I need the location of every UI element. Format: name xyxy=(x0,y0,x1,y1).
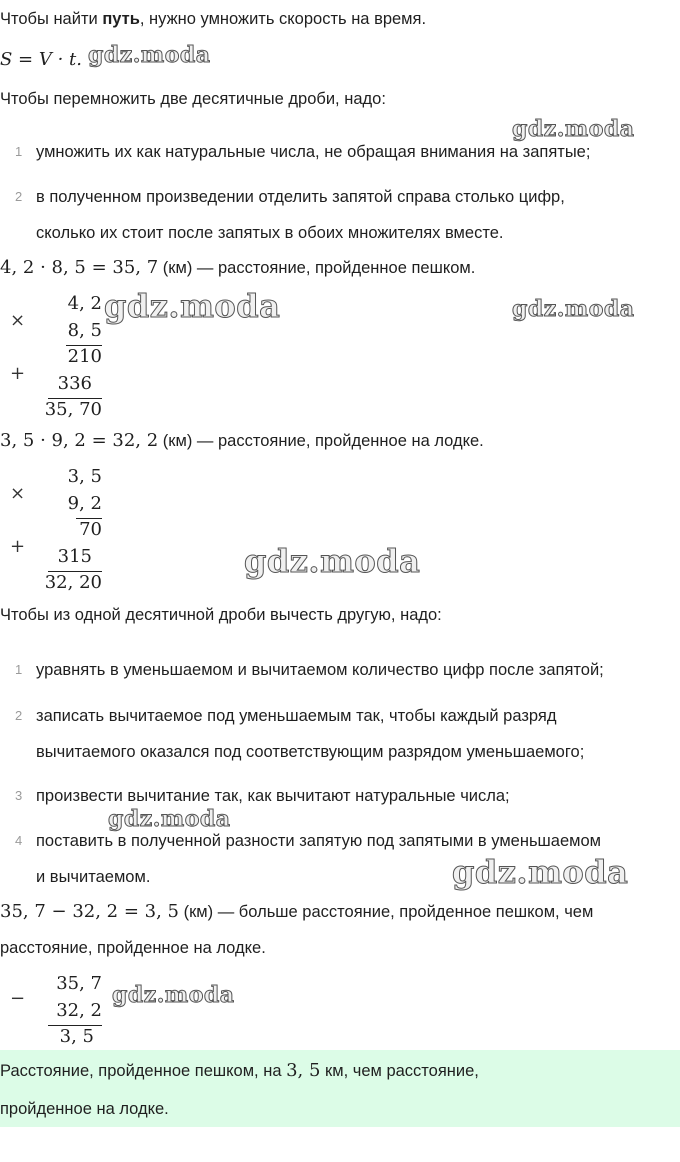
difference-expression xyxy=(0,901,593,923)
difference-text: (км) — больше расстояние, пройденное пешком, чем xyxy=(179,903,594,921)
list-item-continuation: и вычитаемом. xyxy=(36,868,151,886)
answer-suffix: км, чем расстояние, xyxy=(320,1062,479,1080)
watermark: gdz.moda xyxy=(108,806,231,832)
list-number: 4 xyxy=(15,833,23,848)
answer-line-1 xyxy=(0,1060,479,1082)
difference-text-continuation: расстояние, пройденное на лодке. xyxy=(0,939,266,957)
multiply-sign: × xyxy=(10,310,26,331)
walk-factor-1: 4, 2 xyxy=(67,293,102,314)
boat-factor-1: 3, 5 xyxy=(67,466,102,487)
answer-prefix: Расстояние, пройденное пешком, на xyxy=(0,1062,287,1080)
list-item: уравнять в уменьшаемом и вычитаемом количество цифр после запятой; xyxy=(36,661,604,679)
watermark: gdz.moda xyxy=(104,287,281,325)
boat-unit-text: (км) — расстояние, пройденное на лодке. xyxy=(158,432,484,450)
walk-factor-2: 8, 5 xyxy=(67,320,102,341)
list-number: 2 xyxy=(15,189,23,204)
multiply-sign: × xyxy=(10,483,26,504)
watermark: gdz.moda xyxy=(112,982,235,1008)
watermark: gdz.moda xyxy=(512,116,635,142)
watermark: gdz.moda xyxy=(452,853,629,891)
list-item: в полученном произведении отделить запятой справа столько цифр, xyxy=(36,188,565,206)
difference-expr-math: 35, 7 − 32, 2 = 3, 5 xyxy=(0,901,179,922)
list-item-continuation: вычитаемого оказался под соответствующим разрядом уменьшаемого; xyxy=(36,743,585,761)
watermark: gdz.moda xyxy=(512,296,635,322)
watermark: gdz.moda xyxy=(244,542,421,580)
intro-prefix: Чтобы найти xyxy=(0,10,103,28)
list-number: 2 xyxy=(15,708,23,723)
list-number: 1 xyxy=(15,144,23,159)
intro-suffix: , нужно умножить скорость на время. xyxy=(139,10,427,28)
list-number: 3 xyxy=(15,788,23,803)
list-item: записать вычитаемое под уменьшаемым так, чтобы каждый разряд xyxy=(36,707,557,725)
list-item-continuation: сколько их стоит после запятых в обоих множителях вместе. xyxy=(36,224,504,242)
walk-expression xyxy=(0,257,475,279)
difference-result: 3, 5 xyxy=(59,1026,94,1047)
answer-block xyxy=(0,1050,680,1127)
walk-partial-2: 336 xyxy=(57,373,92,394)
list-item: произвести вычитание так, как вычитают натуральные числа; xyxy=(36,787,510,805)
list-number: 1 xyxy=(15,662,23,677)
answer-value: 3, 5 xyxy=(286,1060,321,1081)
boat-partial-2: 315 xyxy=(57,546,92,567)
intro-bold-term: путь xyxy=(102,10,140,28)
subtract-rule-title: Чтобы из одной десятичной дроби вычесть другую, надо: xyxy=(0,606,442,624)
walk-partial-1: 210 xyxy=(67,346,102,367)
walk-unit-text: (км) — расстояние, пройденное пешком. xyxy=(158,259,476,277)
plus-sign: + xyxy=(10,363,26,384)
boat-partial-1: 70 xyxy=(79,519,102,540)
answer-line-2: пройденное на лодке. xyxy=(0,1100,169,1118)
watermark: gdz.moda xyxy=(88,42,211,68)
walk-result: 35, 70 xyxy=(44,399,102,420)
boat-expr-math: 3, 5 · 9, 2 = 32, 2 xyxy=(0,430,159,451)
list-item: поставить в полученной разности запятую под запятыми в уменьшаемом xyxy=(36,832,602,850)
minuend: 35, 7 xyxy=(56,973,102,994)
subtrahend: 32, 2 xyxy=(56,1000,102,1021)
multiply-rule-title: Чтобы перемножить две десятичные дроби, надо: xyxy=(0,90,386,108)
walk-expr-math: 4, 2 · 8, 5 = 35, 7 xyxy=(0,257,159,278)
list-item: умножить их как натуральные числа, не обращая внимания на запятые; xyxy=(36,143,591,161)
boat-factor-2: 9, 2 xyxy=(67,493,102,514)
speed-formula: S = V · t. xyxy=(0,49,82,70)
intro-sentence xyxy=(0,8,426,30)
boat-result: 32, 20 xyxy=(44,572,102,593)
minus-sign: − xyxy=(10,988,26,1009)
plus-sign: + xyxy=(10,536,26,557)
boat-expression xyxy=(0,430,484,452)
